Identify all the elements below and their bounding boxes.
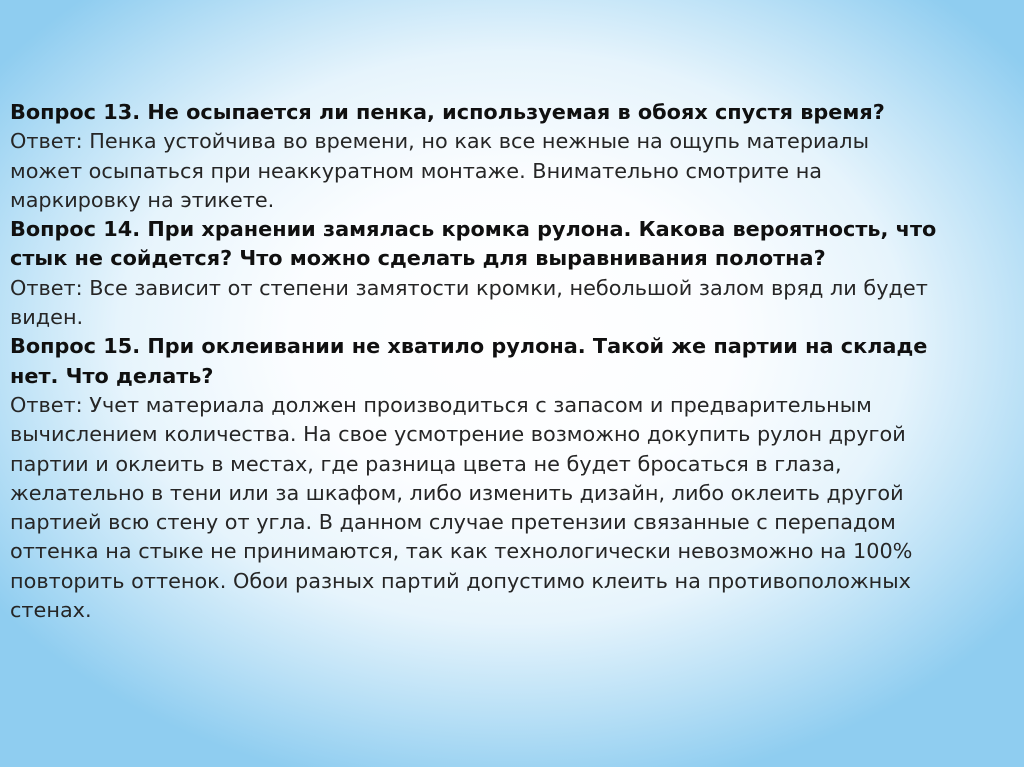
question-13-line-1: Вопрос 13. Не осыпается ли пенка, используемая в обоях спустя время? xyxy=(10,100,885,124)
question-14-line-2: стык не сойдется? Что можно сделать для выравнивания полотна? xyxy=(10,246,826,271)
slide-body xyxy=(10,98,1010,625)
question-15-line-2: нет. Что делать? xyxy=(10,363,214,388)
answer-15-line-5: партией всю стену от угла. В данном случае претензии связанные с перепадом xyxy=(10,510,896,535)
answer-15-line-1: Ответ: Учет материала должен производиться с запасом и предварительным xyxy=(10,392,872,417)
answer-15-line-3: партии и оклеить в местах, где разница цвета не будет бросаться в глаза, xyxy=(10,451,842,476)
question-14-line-1: Вопрос 14. При хранении замялась кромка рулона. Какова вероятность, что xyxy=(10,217,937,242)
answer-14-line-1: Ответ: Все зависит от степени замятости кромки, небольшой залом вряд ли будет xyxy=(10,275,928,300)
question-15-line-1: Вопрос 15. При оклеивании не хватило рулона. Такой же партии на складе xyxy=(10,334,928,359)
answer-15-line-6: оттенка на стыке не принимаются, так как технологически невозможно на 100% xyxy=(10,539,913,564)
answer-13-line-1: Ответ: Пенка устойчива во времени, но как все нежные на ощупь материалы xyxy=(10,129,869,154)
answer-15-line-4: желательно в тени или за шкафом, либо изменить дизайн, либо оклеить другой xyxy=(10,480,904,505)
answer-13-line-2: может осыпаться при неаккуратном монтаже. Внимательно смотрите на xyxy=(10,158,823,183)
answer-15-line-7: повторить оттенок. Обои разных партий допустимо клеить на противоположных xyxy=(10,568,911,593)
answer-13-line-3: маркировку на этикете. xyxy=(10,187,275,212)
answer-15-line-8: стенах. xyxy=(10,598,92,623)
answer-15-line-2: вычислением количества. На свое усмотрение возможно докупить рулон другой xyxy=(10,422,906,447)
answer-14-line-2: виден. xyxy=(10,305,84,330)
